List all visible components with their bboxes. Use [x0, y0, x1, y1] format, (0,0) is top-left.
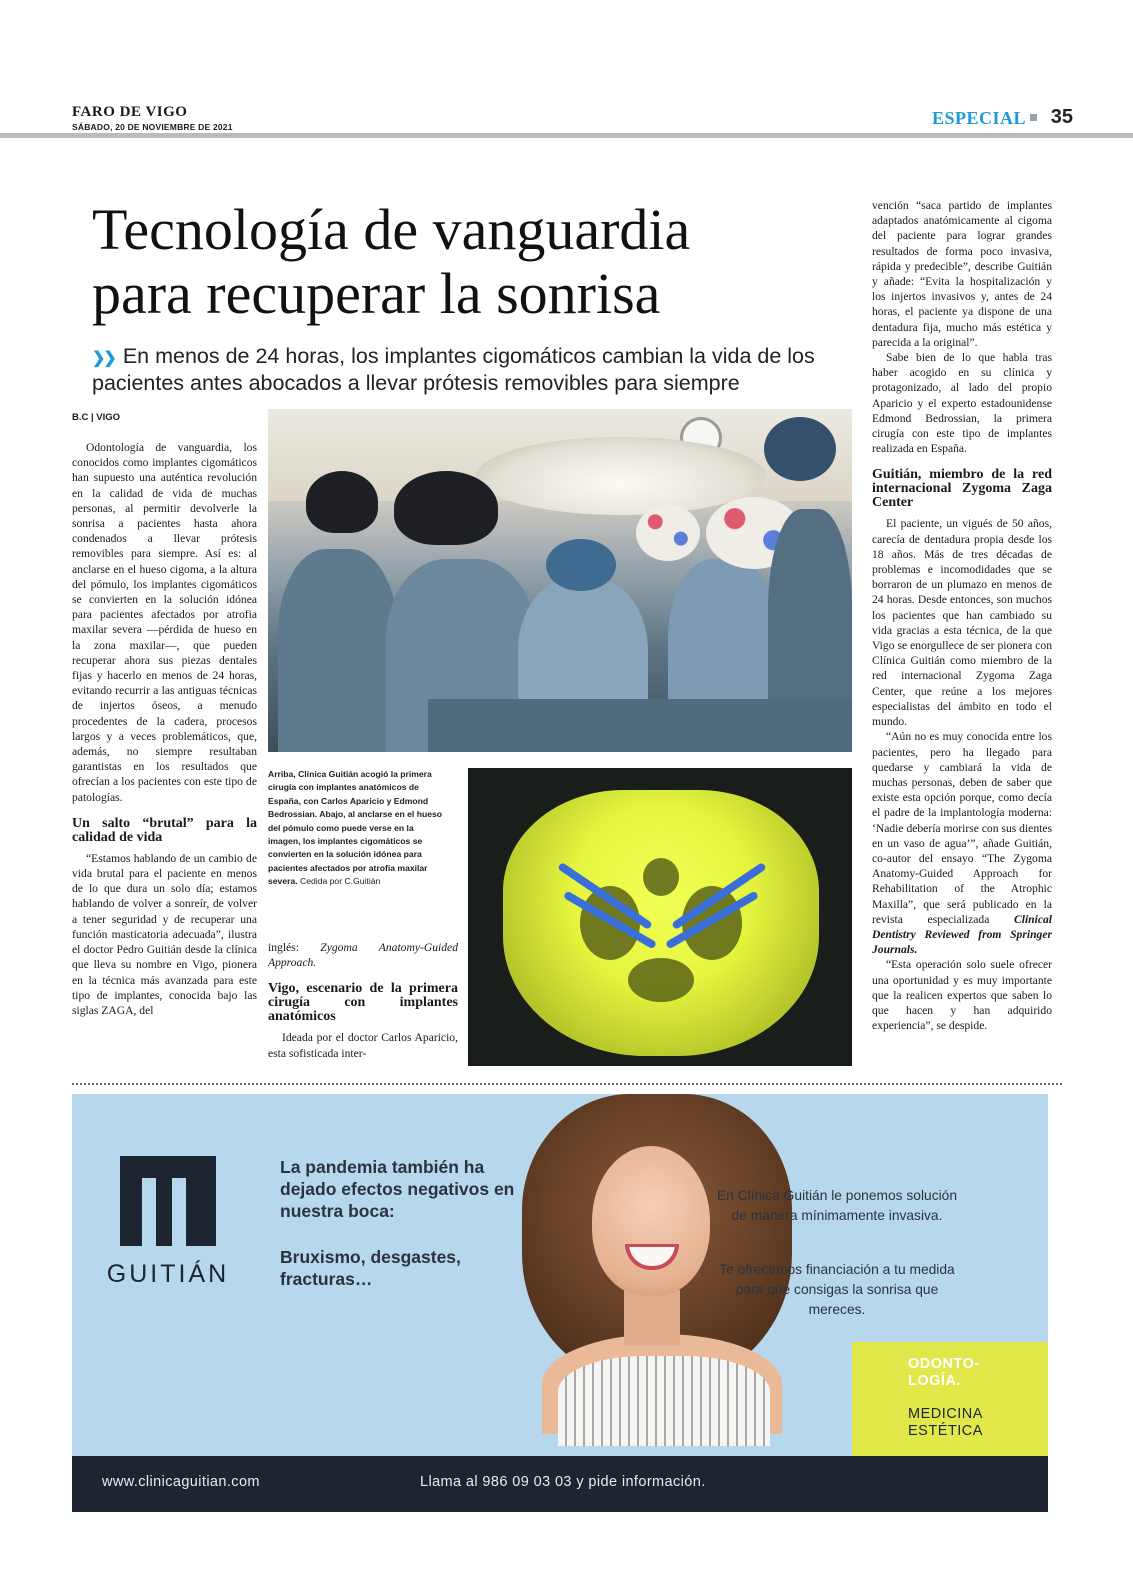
square-icon	[1030, 114, 1037, 121]
masthead	[72, 104, 233, 132]
divider	[72, 1083, 1062, 1085]
section-tag	[932, 108, 1041, 129]
newspaper-name: FARO DE VIGO	[72, 104, 188, 120]
paragraph: El paciente, un vigués de 50 años, carecía de dentadura propia desde los 18 años. Más de tres décadas de problemas e incomodidades que se borraron de un plumazo en menos de 24 horas. Desde entonces, son muchos los pacientes que han cambiado su vida gracias a esta técnica, de la que Vigo se enorgullece de ser pionera con Clínica Guitián como miembro de la red internacional Zygoma Zaga Center, que reúne a los mejores especialistas del ámbito en todo el mundo.	[872, 517, 1052, 729]
issue-date: SÁBADO, 20 DE NOVIEMBRE DE 2021	[72, 122, 233, 132]
paragraph: “Esta operación solo suele ofrecer una oportunidad y es muy importante que la realicen expertos que saben lo que hacen y han adquirido experiencia”, se despide.	[872, 958, 1052, 1033]
paragraph: Odontología de vanguardia, los conocidos como implantes cigomáticos han supuesto una auténtica revolución en la calidad de vida de muchas personas, al permitir devolverle la sonrisa a pacientes hasta ahora condenados a llevar prótesis removibles para siempre. Así es: al anclarse en el hueso cigoma, a la altura del pómulo, los implantes cigomáticos se convierten en la solución idónea para pacientes afectados por atrofia maxilar severa —pérdida de hueso en la zona maxilar—, que pueden recuperar ahora sus piezas dentales fijas y hacerlo en menos de 24 horas, evitando recurrir a las antiguas técnicas de injertos óseos, a menudo procedentes de la cadera, procesos largos y a veces problemáticos, que, además, no siempre resultaban garantistas en los resultados que ofrecían a los pacientes con este tipo de patologías.	[72, 441, 257, 804]
header-rule	[0, 133, 1133, 138]
paragraph: inglés: Zygoma Anatomy-Guided Approach.	[268, 941, 458, 970]
paragraph: Ideada por el doctor Carlos Aparicio, esta sofisticada inter-	[268, 1031, 458, 1060]
subheading: Vigo, escenario de la primera cirugía con implantes anatómicos	[268, 981, 458, 1025]
ad-message: La pandemia también ha dejado efectos negativos en nuestra boca:	[280, 1157, 515, 1221]
headline-line-2: para recuperar la sonrisa	[92, 261, 661, 326]
ad-footer	[72, 1456, 1048, 1512]
column-2	[268, 940, 458, 1061]
deck	[92, 344, 872, 396]
ad-solution-text: En Clínica Guitián le ponemos solución de manera mínimamente invasiva.	[716, 1188, 958, 1223]
page-number: 35	[1050, 106, 1073, 128]
photo-credit: Cedida por C.Guitián	[300, 876, 381, 887]
column-3	[872, 198, 1052, 1033]
column-1	[72, 440, 257, 1018]
section-label: ESPECIAL	[931, 108, 1026, 128]
website-link[interactable]: www.clinicaguitian.com	[102, 1474, 260, 1490]
caption-text: Arriba, Clínica Guitián acogió la primera cirugía con implantes anatómicos de España, con Carlos Aparicio y Edmond Bedrossian. Abajo, al anclarse en el hueso del pómulo como puede verse en la imagen, los implantes cigomáticos se convierten en la solución idónea para pacientes afectados por atrofia maxilar severa.	[268, 769, 443, 887]
subheading: Guitián, miembro de la red internacional Zygoma Zaga Center	[872, 467, 1052, 511]
specialty-badge: ODONTO- LOGÍA. MEDICINA ESTÉTICA	[852, 1342, 1048, 1456]
ad-conditions: Bruxismo, desgastes, fracturas…	[280, 1247, 461, 1289]
paragraph: “Aún no es muy conocida entre los pacientes, pero ha llegado para quedarse y cambiará la vida de muchas personas, deben de saber que existe esta opción porque, como decía el padre de la implantología moderna: ‘Nadie debería morirse con sus dientes en un vaso de agua’”, añade Guitián, co-autor del ensayo “The Zygoma Anatomy-Guided Approach for Rehabilitation of the Atrophic Maxilla”, que será publicado en la revista especializada Clinical Dentistry Reviewed from Springer Journals.	[872, 730, 1052, 957]
headline-line-1: Tecnología de vanguardia	[92, 197, 691, 262]
ad-financing-text: Te ofrecemos financiación a tu medida para que consigas la sonrisa que mereces.	[719, 1262, 955, 1317]
guitian-logo	[120, 1156, 216, 1246]
photo-caption	[268, 768, 448, 889]
paragraph: vención “saca partido de implantes adaptados anatómicamente al cigoma del paciente para lograr grandes resultados de forma poco invasiva, rápida y predecible”, describe Guitián y añade: “Evita la hospitalización y los injertos invasivos y, antes de 24 horas, el paciente ya dispone de una dentadura fija, mucho más estética y parecida a la original”.	[872, 199, 1052, 349]
double-chevron-icon: ❯❯	[92, 350, 115, 367]
subheading: Un salto “brutal” para la calidad de vida	[72, 815, 257, 845]
advertisement	[72, 1094, 1048, 1512]
logo-text: GUITIÁN	[106, 1260, 230, 1288]
paragraph: Sabe bien de lo que habla tras haber acogido en su clínica y protagonizado, al lado del propio Aparicio y el experto estadounidense Edmond Bedrossian, la primera cirugía con este tipo de implantes realizada en España.	[872, 351, 1052, 456]
skull-3d-image	[468, 768, 852, 1066]
headline	[92, 198, 872, 326]
deck-text: En menos de 24 horas, los implantes cigomáticos cambian la vida de los pacientes antes abocados a llevar prótesis removibles para siempre	[92, 344, 815, 395]
byline: B.C | VIGO	[72, 412, 121, 423]
paragraph: “Estamos hablando de un cambio de vida brutal para el paciente en menos de lo que dura un solo día; estamos hablando de volver a sonreír, de volver a tener seguridad y de recuperar una función masticatoria adecuada”, ilustra el doctor Pedro Guitián desde la clínica que lleva su nombre en Vigo, pionera en la técnica más avanzada para este tipo de implantes, conocida bajo las siglas ZAGA, del	[72, 851, 257, 1017]
phone-cta: Llama al 986 09 03 03 y pide información.	[420, 1474, 706, 1490]
surgery-photo	[268, 409, 852, 752]
